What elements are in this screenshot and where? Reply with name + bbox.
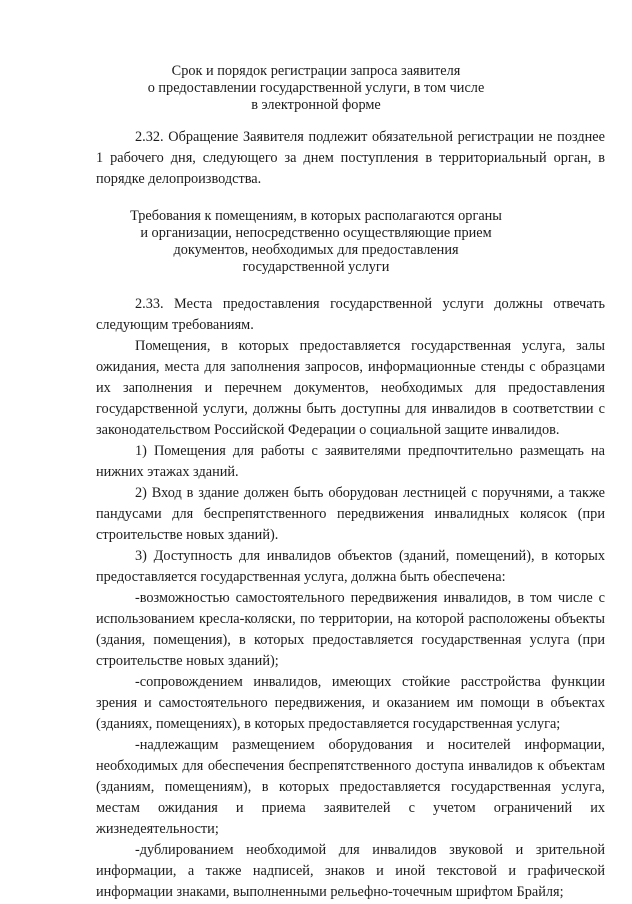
clause-2-32: 2.32. Обращение Заявителя подлежит обязательной регистрации не позднее 1 рабочего дня, следующего за днем поступления в территориальный орган, в порядке делопроизводства. <box>96 129 605 187</box>
clause-2-33-intro: 2.33. Места предоставления государственной услуги должны отвечать следующим требованиям. <box>96 296 605 333</box>
premises-accessibility-paragraph: Помещения, в которых предоставляется государственная услуга, залы ожидания, места для заполнения запросов, информационные стенды с образцами их заполнения и перечнем документов, необходимых для предоставления государственной услуги, должны быть доступны для инвалидов в соответствии с законодательством Российской Федерации о социальной защите инвалидов. <box>96 338 605 438</box>
section-heading-registration <box>96 63 536 114</box>
heading-line: в электронной форме <box>251 97 381 113</box>
requirement-item-3: 3) Доступность для инвалидов объектов (зданий, помещений), в которых предоставляется государственная услуга, должна быть обеспечена: <box>96 548 605 585</box>
accessibility-bullet-equipment: -надлежащим размещением оборудования и носителей информации, необходимых для обеспечения беспрепятственного доступа инвалидов к объектам (зданиям, помещениям), в которых предоставляется государственная услуга, местам ожидания и приема заявителей с учетом ограничений их жизнедеятельности; <box>96 737 605 837</box>
clause-block-2-33 <box>96 294 605 903</box>
heading-line: и организации, непосредственно осуществляющие прием <box>140 225 492 241</box>
accessibility-bullet-movement: -возможностью самостоятельного передвижения инвалидов, в том числе с использованием кресла-коляски, по территории, на которой расположены объекты (здания, помещения), в которых предоставляется государственная услуга (при строительстве новых зданий); <box>96 590 605 669</box>
heading-line: Срок и порядок регистрации запроса заявителя <box>171 63 461 79</box>
heading-line: государственной услуги <box>242 259 390 275</box>
accessibility-bullet-braille: -дублированием необходимой для инвалидов звуковой и зрительной информации, а также надписей, знаков и иной текстовой и графической информации знаками, выполненными рельефно-точечным шрифтом Брайля; <box>96 842 605 900</box>
section-heading-premises <box>96 208 536 276</box>
heading-line: документов, необходимых для предоставления <box>173 242 459 258</box>
requirement-item-2: 2) Вход в здание должен быть оборудован лестницей с поручнями, а также пандусами для беспрепятственного передвижения инвалидных колясок (при строительстве новых зданий). <box>96 485 605 543</box>
requirement-item-1: 1) Помещения для работы с заявителями предпочтительно размещать на нижних этажах зданий. <box>96 443 605 480</box>
accessibility-bullet-escort: -сопровождением инвалидов, имеющих стойкие расстройства функции зрения и самостоятельного передвижения, и оказанием им помощи в объектах (зданиях, помещениях), в которых предоставляется государственная услуга; <box>96 674 605 732</box>
heading-line: Требования к помещениям, в которых располагаются органы <box>130 208 502 224</box>
heading-line: о предоставлении государственной услуги, в том числе <box>147 80 485 96</box>
clause-block-2-32 <box>96 127 605 190</box>
